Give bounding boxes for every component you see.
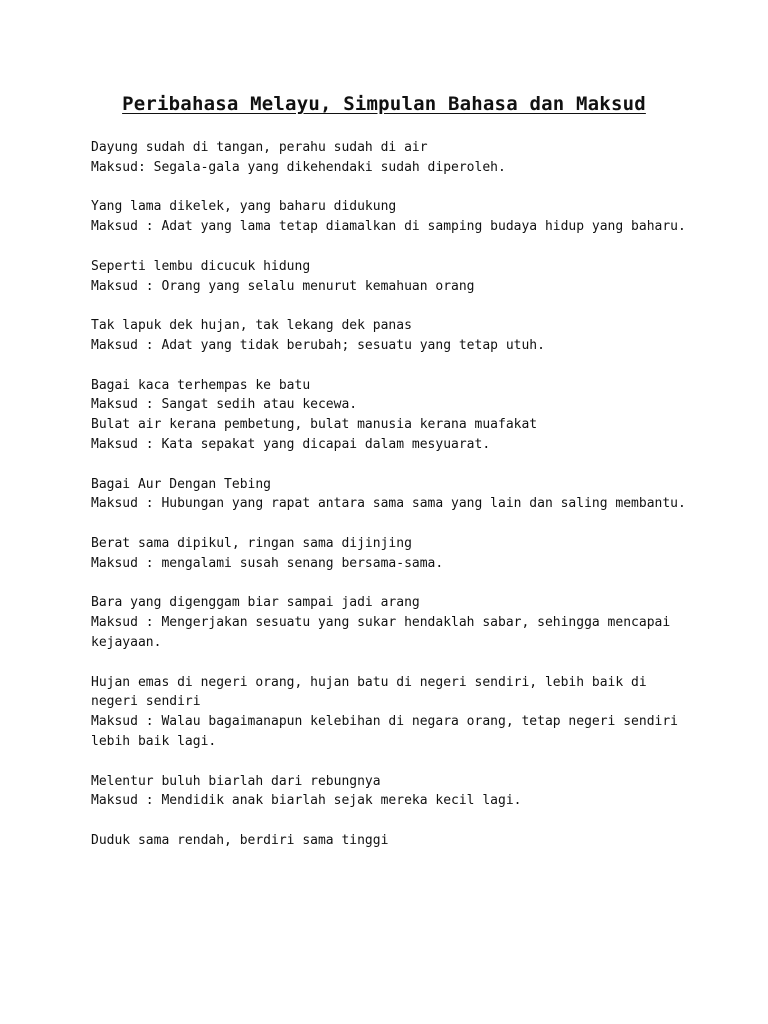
peribahasa-entry xyxy=(91,772,691,812)
peribahasa-text: Hujan emas di negeri orang, hujan batu di negeri sendiri, lebih baik di negeri sendiri xyxy=(91,674,655,710)
peribahasa-entry xyxy=(91,138,691,178)
maksud-text: Maksud : Hubungan yang rapat antara sama sama yang lain dan saling membantu. xyxy=(91,496,686,512)
peribahasa-text: Bulat air kerana pembetung, bulat manusia kerana muafakat xyxy=(91,417,538,433)
maksud-text: Maksud : Mendidik anak biarlah sejak mereka kecil lagi. xyxy=(91,793,522,809)
maksud-text: Maksud : Walau bagaimanapun kelebihan di negara orang, tetap negeri sendiri lebih baik lagi. xyxy=(91,714,686,749)
maksud-text: Maksud : Orang yang selalu menurut kemahuan orang xyxy=(91,278,475,294)
document-body xyxy=(91,138,691,870)
peribahasa-entry xyxy=(91,593,691,652)
maksud-text: Maksud : mengalami susah senang bersama-sama. xyxy=(91,555,444,571)
maksud-text: Maksud : Adat yang lama tetap diamalkan di samping budaya hidup yang baharu. xyxy=(91,219,686,235)
maksud-text: Maksud : Mengerjakan sesuatu yang sukar hendaklah sabar, sehingga mencapai kejayaan. xyxy=(91,615,679,650)
peribahasa-text: Bagai kaca terhempas ke batu xyxy=(91,377,311,393)
maksud-text: Maksud : Adat yang tidak berubah; sesuatu yang tetap utuh. xyxy=(91,337,545,353)
peribahasa-text: Berat sama dipikul, ringan sama dijinjing xyxy=(91,535,412,551)
peribahasa-entry xyxy=(91,376,691,416)
peribahasa-entry xyxy=(91,257,691,297)
peribahasa-text: Tak lapuk dek hujan, tak lekang dek panas xyxy=(91,318,412,334)
peribahasa-entry xyxy=(91,415,691,455)
maksud-text: Maksud : Sangat sedih atau kecewa. xyxy=(91,397,358,413)
peribahasa-entry xyxy=(91,197,691,237)
peribahasa-text: Duduk sama rendah, berdiri sama tinggi xyxy=(91,832,389,848)
peribahasa-entry xyxy=(91,316,691,356)
maksud-text: Maksud : Kata sepakat yang dicapai dalam mesyuarat. xyxy=(91,436,491,452)
peribahasa-entry xyxy=(91,673,691,752)
document-title: Peribahasa Melayu, Simpulan Bahasa dan Maksud xyxy=(122,93,646,115)
peribahasa-text: Dayung sudah di tangan, perahu sudah di air xyxy=(91,140,428,155)
peribahasa-entry xyxy=(91,831,691,851)
peribahasa-text: Bagai Aur Dengan Tebing xyxy=(91,476,272,492)
peribahasa-entry xyxy=(91,534,691,574)
peribahasa-text: Melentur buluh biarlah dari rebungnya xyxy=(91,773,381,789)
peribahasa-text: Bara yang digenggam biar sampai jadi arang xyxy=(91,595,420,611)
peribahasa-entry xyxy=(91,475,691,515)
maksud-text: Maksud: Segala-gala yang dikehendaki sudah diperoleh. xyxy=(91,159,506,175)
peribahasa-text: Seperti lembu dicucuk hidung xyxy=(91,258,311,274)
peribahasa-text: Yang lama dikelek, yang baharu didukung xyxy=(91,199,397,215)
